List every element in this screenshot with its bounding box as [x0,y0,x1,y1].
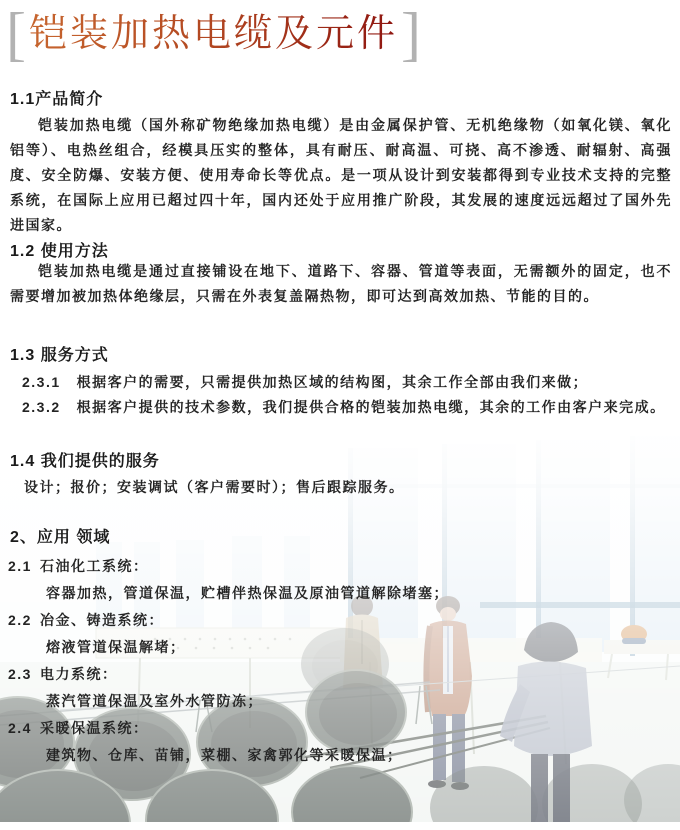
page-title: 铠装加热电缆及元件 [26,6,401,62]
title-left-bracket: [ [6,1,26,67]
app-item-3-detail: 蒸汽管道保温及室外水管防冻； [46,693,263,709]
section-body-intro: 铠装加热电缆（国外称矿物绝缘加热电缆）是由金属保护管、无机绝缘物（如氧化镁、氧化铝等）、电热丝组合，经模具压实的整体，具有耐压、耐高温、可挠、高不渗透、耐辐射、高强度、安全防爆、安装方便、使用寿命长等优点。是一项从设计到安装都得到专业技术支持的完整系统，在国际上应用已超过四十年，国内还处于应用推广阶段，其发展的速度远远超过了国外先进国家。 [10,117,672,233]
app-item-3-number: 2.3 [8,666,32,682]
section-heading-applications: 2、应用 领域 [10,529,111,546]
service-item-1-number: 2.3.1 [22,374,61,390]
service-item-2 [22,397,666,417]
app-item-4-title: 采暖保温系统： [39,720,149,736]
app-item-3-title: 电力系统： [39,666,118,682]
app-item-2-head [8,610,164,630]
app-item-1-detail: 容器加热，管道保温，贮槽伴热保温及原油管道解除堵塞； [46,585,449,601]
service-item-1 [22,372,588,392]
app-item-4-head [8,718,148,738]
app-item-2-title: 冶金、铸造系统： [39,612,164,628]
page-title-row [6,1,421,67]
section-heading-intro: 1.1产品简介 [10,91,104,108]
section-heading-usage: 1.2 使用方法 [10,243,109,260]
service-item-1-text: 根据客户的需要，只需提供加热区域的结构图，其余工作全部由我们来做； [76,374,589,390]
app-item-2-number: 2.2 [8,612,32,628]
app-item-4-detail: 建筑物、仓库、苗铺，菜棚、家禽郭化等采暖保温； [46,747,403,763]
section-body-usage: 铠装加热电缆是通过直接铺设在地下、道路下、容器、管道等表面，无需额外的固定，也不需要增加被加热体绝缘层，只需在外表复盖隔热物，即可达到高效加热、节能的目的。 [10,263,672,304]
section-heading-offer: 1.4 我们提供的服务 [10,453,160,470]
app-item-1-title: 石油化工系统： [39,558,149,574]
title-right-bracket: ] [401,1,421,67]
app-item-1-number: 2.1 [8,558,32,574]
service-item-2-number: 2.3.2 [22,399,61,415]
app-item-4-number: 2.4 [8,720,32,736]
app-item-3-head [8,664,117,684]
app-item-2-detail: 熔液管道保温解堵； [46,639,186,655]
app-item-1-head [8,556,148,576]
service-item-2-text: 根据客户提供的技术参数，我们提供合格的铠装加热电缆，其余的工作由客户来完成。 [76,399,666,415]
section-body-offer: 设计；报价；安装调试（客户需要时）；售后跟踪服务。 [24,479,405,495]
section-heading-service: 1.3 服务方式 [10,347,109,364]
